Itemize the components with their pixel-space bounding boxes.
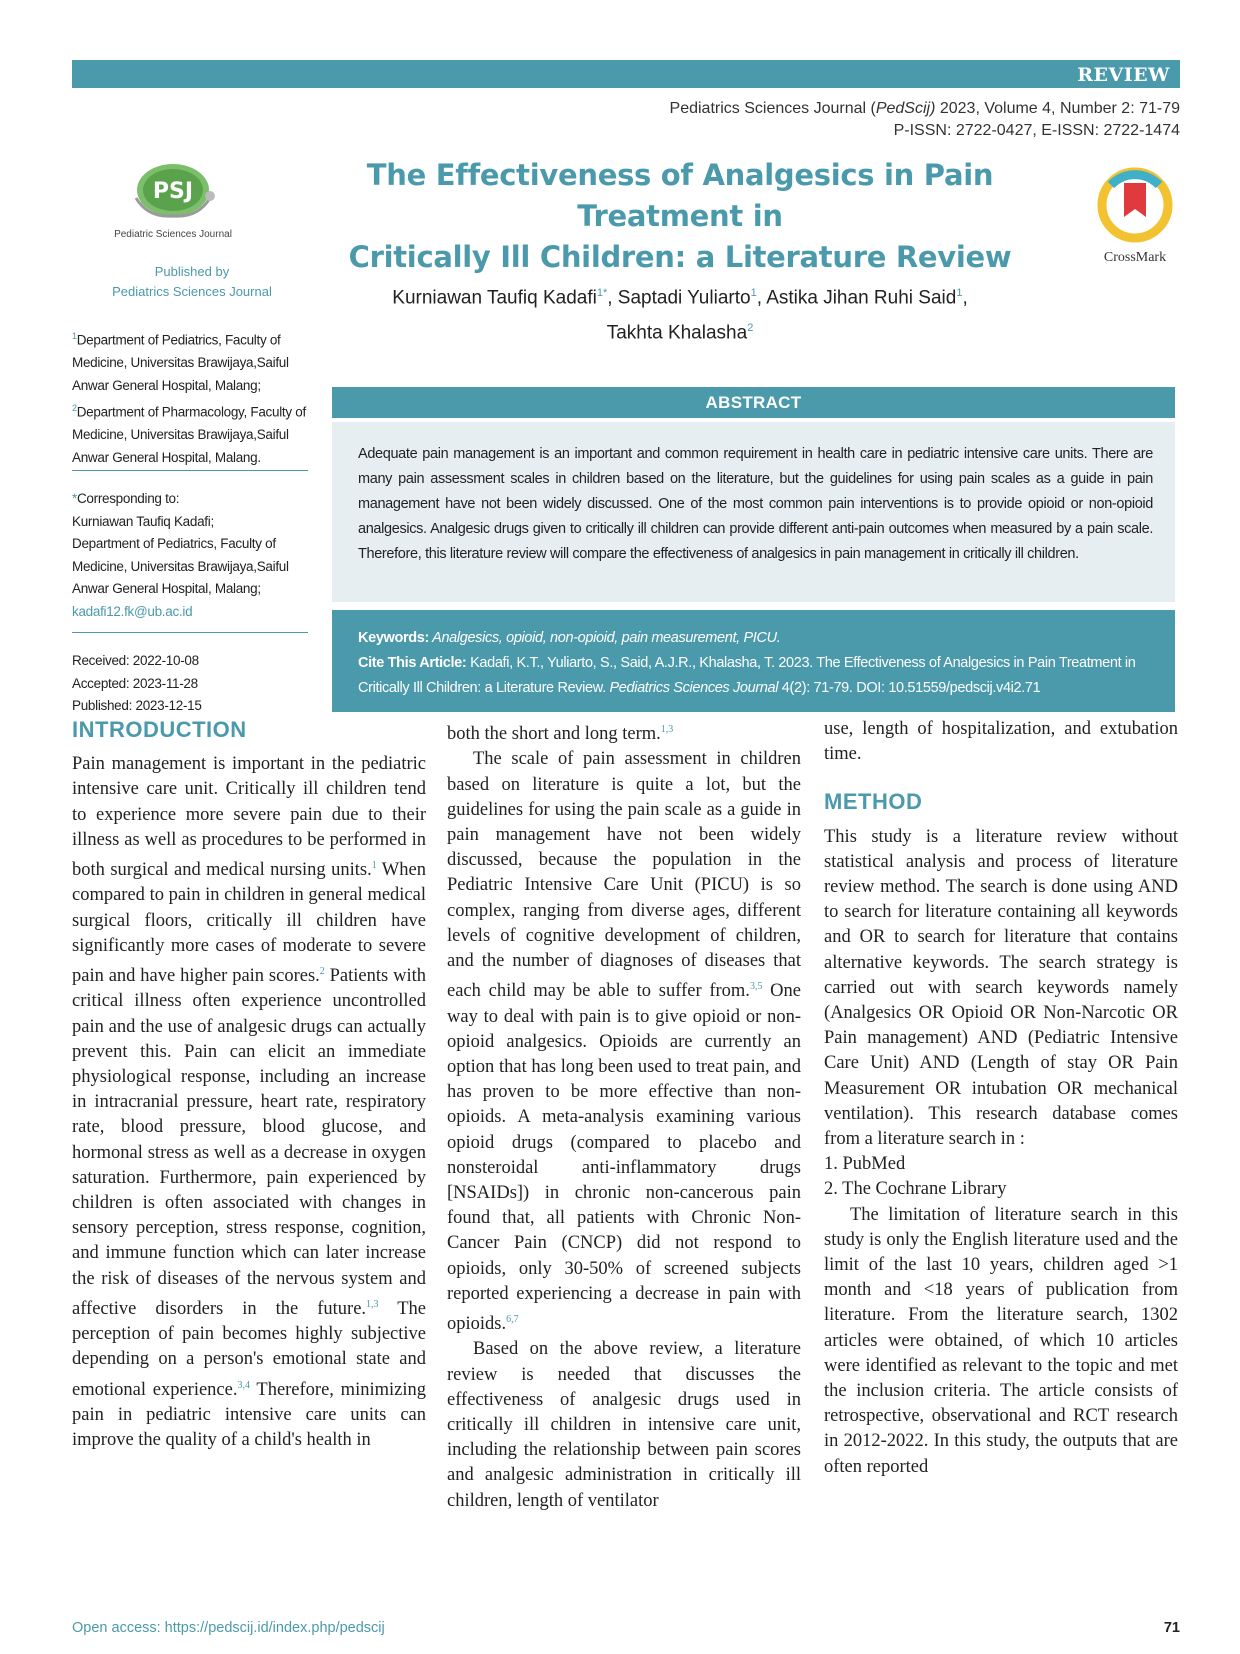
svg-text:PSJ: PSJ [152, 179, 194, 204]
author-2-sup: 1 [750, 287, 757, 299]
author-1: Kurniawan Taufiq Kadafi [392, 287, 597, 309]
author-list [340, 278, 1020, 349]
journal-volume: 2023, Volume 4, Number 2: 71-79 [935, 100, 1180, 117]
review-badge: REVIEW [1077, 64, 1170, 86]
list-item: 1. PubMed [824, 1154, 906, 1175]
intro-p1-c: Patients with critical illness often experience uncontrolled pain and the use of analgesic drugs can actually prevent this. Pain can elicit an immediate physiological response, including an increase in intracranial pressure, heart rate, respiratory rate, blood pressure, blood glucose, and hormonal stress as well as a decrease in oxygen saturation. Furthermore, pain experienced by children is often associated with changes in sensory perception, stress response, cognition, and immune function which can later increase the risk of diseases of the nervous system and affective disorders in the future. [72, 966, 426, 1319]
author-3: , Astika Jihan Ruhi Said [756, 287, 957, 309]
intro-p1-b: When compared to pain in children in general medical surgical floors, critically ill children have significantly more cases of moderate to severe pain and have higher pain scores. [72, 860, 426, 987]
abstract-text: Adequate pain management is an important and common requirement in health care in pediatric intensive care units. There are many pain assessment scales in children based on the literature, but the guidelines for using pain scales as a guide in pain management have not been widely discussed. One of the most common pain interventions is to provide opioid or non-opioid analgesics. Analgesic drugs given to critically ill children can provide different anti-pain outcomes when measured by a pain scale. Therefore, this literature review will compare the effectiveness of analgesics in pain management in critically ill children. [332, 422, 1175, 602]
citation-sup: 3,5 [749, 981, 763, 993]
list-item: 2. The Cochrane Library [824, 1179, 1007, 1200]
aff-1-sup: 1 [72, 331, 77, 341]
psj-logo-icon [118, 160, 228, 222]
published-date: Published: 2023-12-15 [72, 698, 202, 713]
author-3-sup: 1 [956, 287, 963, 299]
cite-label: Cite This Article: [358, 655, 467, 671]
publisher-name[interactable]: Pediatrics Sciences Journal [112, 284, 272, 299]
citation-sup: 6,7 [506, 1313, 519, 1325]
intro-paragraph-1-end [447, 717, 801, 747]
keywords-text: Analgesics, opioid, non-opioid, pain measurement, PICU. [428, 630, 781, 646]
intro-paragraph-1 [72, 752, 426, 1453]
column-1 [72, 717, 426, 1453]
intro-p1-d: The perception of pain becomes highly subjective depending on a person's emotional state and emotional experience. [72, 1298, 426, 1400]
article-title [280, 155, 1080, 278]
citation-sup: 3,4 [237, 1379, 250, 1391]
intro-p3-end: use, length of hospitalization, and extubation time. [824, 719, 1178, 765]
journal-logo [108, 160, 238, 240]
article-dates [72, 650, 308, 718]
keywords-box [332, 610, 1175, 712]
method-heading: METHOD [824, 789, 923, 815]
citation-sup: 1,3 [366, 1298, 379, 1310]
method-paragraph-1: This study is a literature review without statistical analysis and process of literature review method. The search is done using AND to search for literature containing all keywords and OR to search for literature that contains alternative keywords. The search strategy is carried out with search keywords namely (Analgesics OR Opioid OR Non-Narcotic OR Pain management) AND (Pediatric Intensive Care Unit) AND (Length of stay OR Pain Measurement OR intubation OR mechanical ventilation). This research database comes from a literature search in : [824, 826, 1178, 1150]
publisher-block [72, 262, 312, 302]
intro-p1-a: Pain management is important in the pediatric intensive care unit. Critically ill children tend to experience more severe pain due to their illness as well as procedures to be performed in both surgical and medical nursing units. [72, 754, 426, 881]
affiliations [72, 325, 308, 469]
corresponding-label: Corresponding to: [76, 491, 180, 506]
intro-paragraph-3-end [824, 717, 1178, 767]
intro-p2-a: The scale of pain assessment in children based on literature is quite a lot, but the guidelines for using the pain scale as a guide in pain management have not been widely discussed, because the population in the Pediatric Intensive Care Unit (PICU) is so complex, ranging from diverse ages, different levels of cognitive development of children, and the number of diagnoses of diseases that each child may be able to suffer from. [447, 749, 801, 1002]
intro-p2-b: One way to deal with pain is to give opioid or non-opioid analgesics. Opioids are currently an option that has long been used to treat pain, and has proven to be more effective than non-opioids. A meta-analysis examining various opioid drugs (compared to placebo and nonsteroidal anti-inflammatory drugs [NSAIDs]) in chronic non-cancerous pain found that, all patients with Chronic Non-Cancer Pain (CNCP) did not respond to opioids, only 30-50% of screened subjects reported experiencing a decrease in pain with opioids. [447, 981, 801, 1335]
citation-sup: 1,3 [660, 724, 674, 735]
author-1-sup: 1* [596, 287, 608, 299]
sidebar-divider-1 [72, 470, 308, 471]
page-number: 71 [1163, 1620, 1180, 1636]
method-paragraph-2: The limitation of literature search in this study is only the English literature used and the limit of the last 10 years, children aged >1 month and <18 years of publication from literature. From the literature search, 1302 articles were obtained, of which 10 articles were identified as relevant to the topic and met the inclusion criteria. The article consists of retrospective, observational and RCT research in 2012-2022. In this study, the outputs that are often reported [824, 1204, 1178, 1477]
journal-info [670, 98, 1180, 142]
cite-text: Kadafi, K.T., Yuliarto, S., Said, A.J.R., Khalasha, T. 2023. The Effectiveness of Analgesics in Pain Treatment in Critically Ill Children: a Literature Review. [358, 655, 1136, 696]
published-by-label: Published by [154, 264, 230, 279]
column-2 [447, 717, 801, 1514]
sidebar-divider-2 [72, 632, 308, 633]
introduction-heading: INTRODUCTION [72, 717, 247, 742]
cite-doi: 4(2): 71-79. DOI: 10.51559/pedscij.v4i2.71 [778, 680, 1041, 696]
crossmark-icon [1095, 165, 1175, 245]
title-line-2: Critically Ill Children: a Literature Review [348, 240, 1012, 274]
open-access-link[interactable]: Open access: https://pedscij.id/index.php/pedscij [72, 1620, 385, 1636]
database-list [824, 1152, 1178, 1202]
intro-p3-start: Based on the above review, a literature review is needed that discusses the effectiveness of analgesic drugs used in critically ill children in intensive care unit, including the relationship between pain scores and analgesic administration in critically ill children, length of ventilator [447, 1339, 801, 1511]
abstract-heading: ABSTRACT [332, 387, 1175, 418]
citation-sup: 1 [371, 860, 377, 872]
author-4-sup: 2 [747, 322, 754, 335]
author-4: Takhta Khalasha [606, 322, 748, 344]
issn-line: P-ISSN: 2722-0427, E-ISSN: 2722-1474 [893, 122, 1180, 139]
intro-paragraph-2 [447, 747, 801, 1337]
cite-journal: Pediatrics Sciences Journal [609, 680, 779, 696]
corresponding-name: Kurniawan Taufiq Kadafi; [72, 513, 214, 529]
corresponding-email-link[interactable]: kadafi12.fk@ub.ac.id [72, 603, 193, 619]
received-date: Received: 2022-10-08 [72, 653, 199, 668]
review-banner [72, 60, 1180, 88]
logo-caption: Pediatric Sciences Journal [114, 229, 232, 240]
accepted-date: Accepted: 2023-11-28 [72, 675, 198, 691]
author-separator: , [962, 287, 968, 309]
title-line-1: The Effectiveness of Analgesics in Pain Treatment in [366, 158, 994, 233]
affiliation-2: Department of Pharmacology, Faculty of Medicine, Universitas Brawijaya,Saiful Anwar General Hospital, Malang. [72, 404, 306, 465]
keywords-label: Keywords: [358, 630, 429, 646]
corresponding-star: * [72, 491, 77, 506]
citation-sup: 2 [319, 965, 325, 977]
journal-name: Pediatrics Sciences Journal ( [669, 100, 876, 117]
author-2: , Saptadi Yuliarto [607, 287, 751, 309]
corresponding-author [72, 488, 308, 623]
intro-p1-e-end: both the short and long term. [447, 724, 661, 745]
crossmark-label: CrossMark [1103, 250, 1167, 265]
intro-p1-e-start: Therefore, minimizing pain in pediatric intensive care units can improve the quality of a child's health in [72, 1379, 426, 1451]
column-3 [824, 717, 1178, 1480]
journal-abbrev: PedScij) [875, 100, 936, 117]
corresponding-address: Department of Pediatrics, Faculty of Medicine, Universitas Brawijaya,Saiful Anwar General Hospital, Malang; [72, 536, 289, 596]
intro-paragraph-3 [447, 1337, 801, 1513]
crossmark-badge[interactable] [1095, 165, 1175, 266]
aff-2-sup: 2 [72, 403, 77, 413]
affiliation-1: Department of Pediatrics, Faculty of Medicine, Universitas Brawijaya,Saiful Anwar General Hospital, Malang; [72, 332, 289, 393]
